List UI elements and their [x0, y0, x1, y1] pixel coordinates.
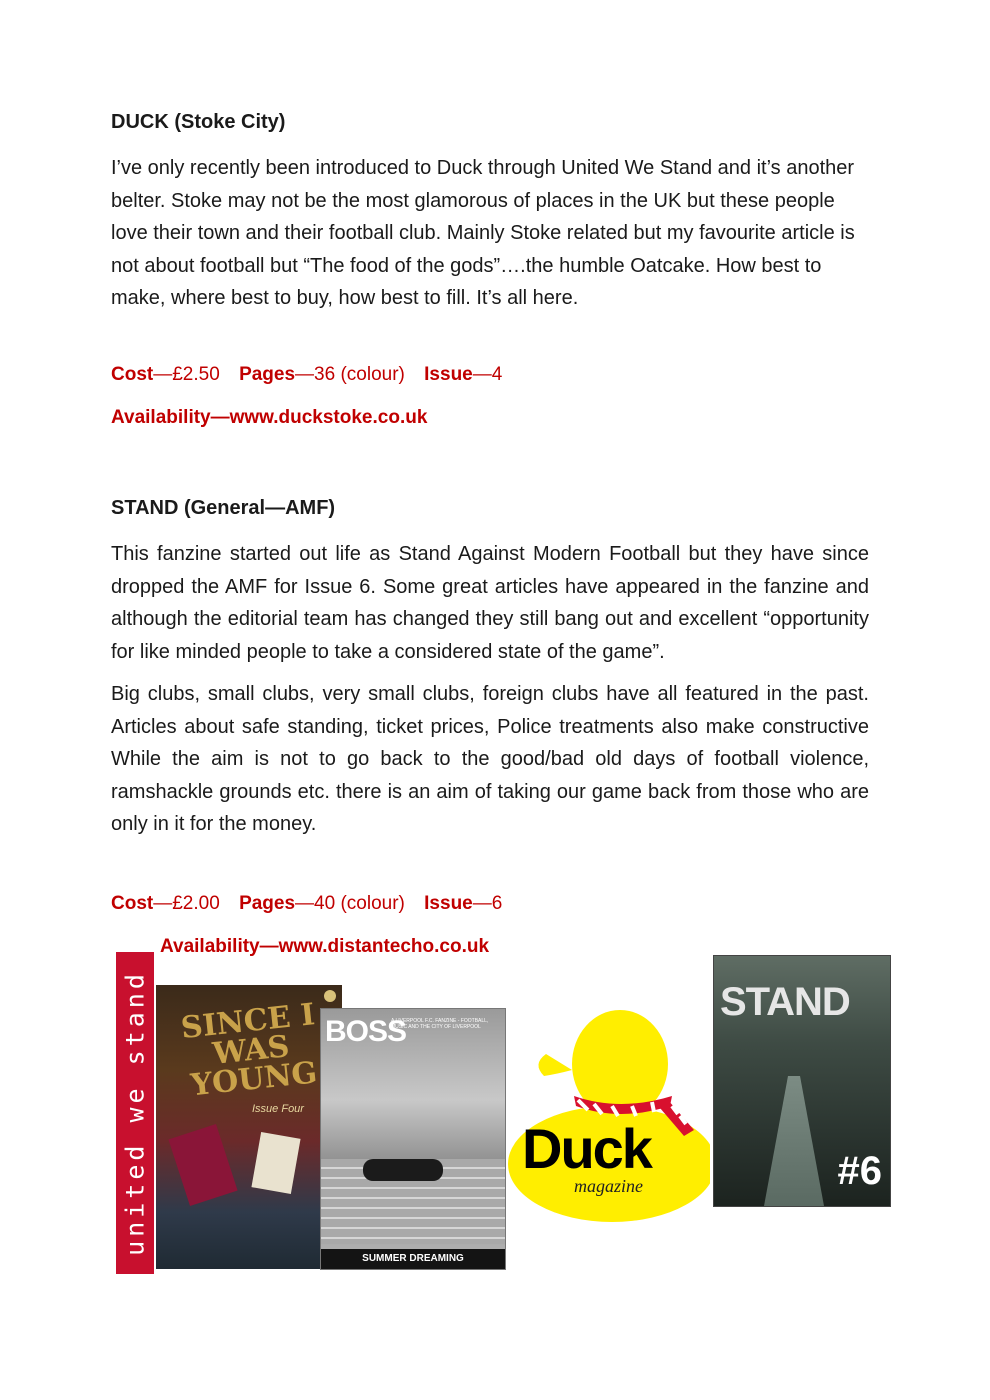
duck-pages-label: Pages — [239, 364, 296, 385]
stand-heading: STAND (General—AMF) — [111, 497, 336, 519]
duck-pages-value: —36 (colour) — [295, 364, 405, 385]
boss-tagline: A LIVERPOOL F.C. FANZINE - FOOTBALL, MUSIC AND THE CITY OF LIVERPOOL — [391, 1018, 489, 1030]
duck-title: Duck — [522, 1117, 651, 1180]
stand-cover — [713, 955, 891, 1207]
stand-issue-value: —6 — [472, 893, 503, 914]
stand-issue-label: Issue — [424, 893, 473, 914]
claret-flag-graphic — [168, 1124, 237, 1206]
stand-pages-value: —40 (colour) — [295, 893, 405, 914]
duck-issue-label: Issue — [424, 364, 473, 385]
stand-body-block — [111, 538, 869, 841]
duck-availability: Availability—www.duckstoke.co.uk — [111, 407, 428, 428]
boss-strap — [321, 1249, 505, 1269]
since-i-was-young-cover — [156, 985, 342, 1269]
boss-strap-text: SUMMER DREAMING — [362, 1253, 464, 1264]
boss-figure-graphic — [363, 1159, 443, 1181]
duck-subtitle: magazine — [574, 1176, 643, 1196]
boss-cover — [320, 1008, 506, 1270]
stand-cost-value: —£2.00 — [153, 893, 220, 914]
cover-badge-icon — [324, 990, 336, 1002]
duck-review — [111, 111, 871, 134]
united-we-stand-cover — [116, 952, 154, 1274]
duck-body-block — [111, 152, 873, 315]
united-we-stand-title: united we stand — [120, 970, 150, 1256]
duck-meta — [111, 364, 871, 386]
duck-body: I’ve only recently been introduced to Duck through United We Stand and it’s another belter. Stoke may not be the most glamorous of places in the UK but these people love their town and their football club. Mainly Stoke related but my favourite article is not about football but “The food of the gods”….the humble Oatcake. How best to make, where best to buy, how best to fill. It’s all here. — [111, 157, 855, 309]
duck-issue-value: —4 — [472, 364, 503, 385]
duck-heading: DUCK (Stoke City) — [111, 111, 286, 133]
white-flag-graphic — [251, 1132, 300, 1194]
since-i-was-young-issue: Issue Four — [252, 1103, 304, 1115]
since-i-was-young-title: SINCE I WAS YOUNG — [179, 997, 319, 1104]
stand-path-graphic — [764, 1076, 824, 1206]
stand-cost-label: Cost — [111, 893, 154, 914]
stand-pages-label: Pages — [239, 893, 296, 914]
duck-cost-value: —£2.50 — [153, 364, 220, 385]
duck-cost-label: Cost — [111, 364, 154, 385]
stand-body-1: This fanzine started out life as Stand Against Modern Football but they have since dropped the AMF for Issue 6. Some great articles have appeared in the fanzine and although the editorial team has changed they still bang out and excellent “opportunity for like minded people to take a considered state of the game”. — [111, 543, 869, 663]
stand-title: STAND — [720, 980, 850, 1024]
stand-review — [111, 497, 871, 520]
stand-meta — [111, 893, 871, 915]
stand-issue-number: #6 — [837, 1149, 882, 1193]
boss-title: BOSS — [325, 1015, 407, 1048]
stand-availability: Availability—www.distantecho.co.uk — [160, 936, 490, 957]
duck-cover — [502, 1004, 710, 1222]
stand-body-2: Big clubs, small clubs, very small clubs, foreign clubs have all featured in the past. Articles about safe standing, ticket prices, Police treatments also make constructive While the aim is not to go back to the good/bad old days of football violence, ramshackle grounds etc. there is an aim of taking our game back from those who are only in it for the money. — [111, 683, 869, 835]
